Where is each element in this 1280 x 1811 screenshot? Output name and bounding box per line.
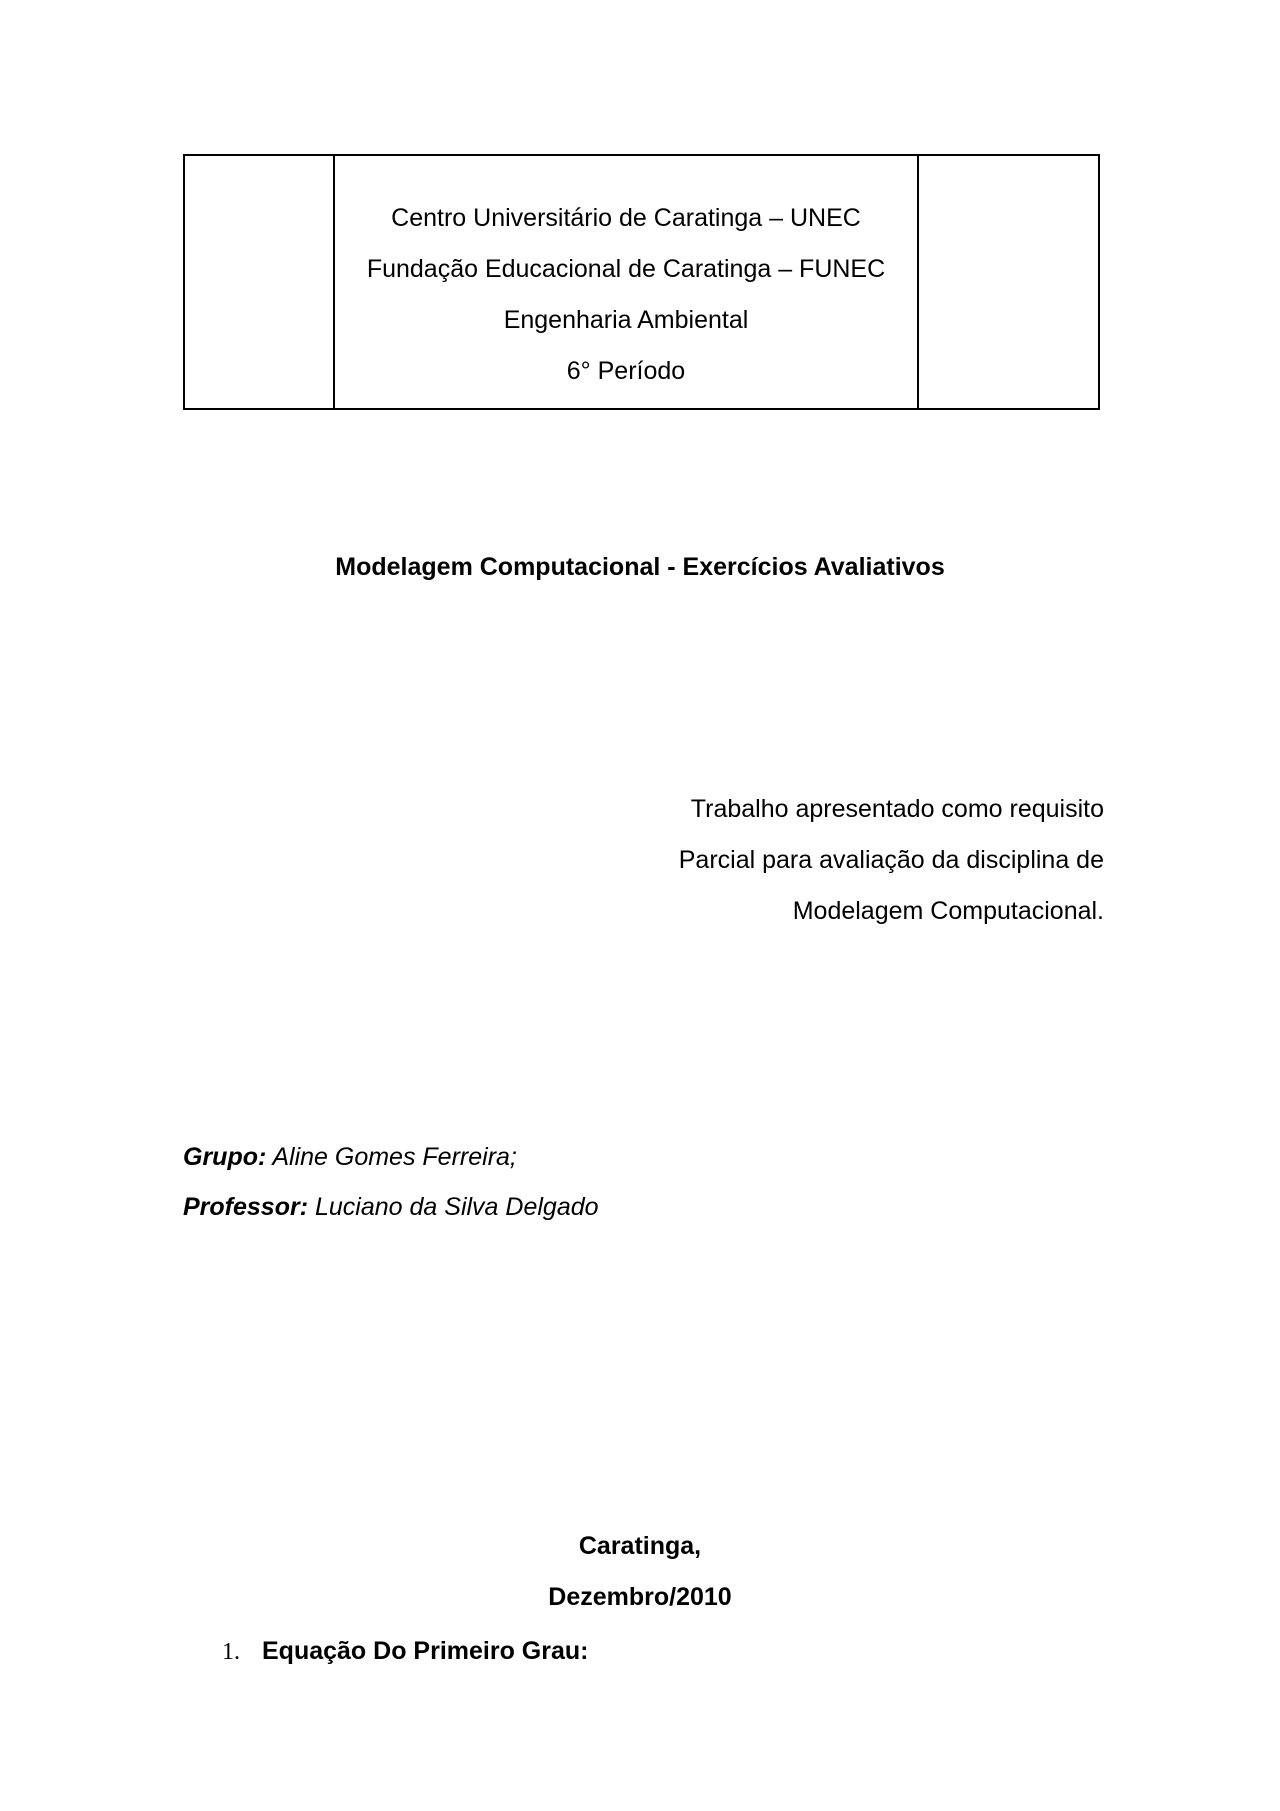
header-table bbox=[183, 154, 1100, 410]
requisite-line-3: Modelagem Computacional. bbox=[792, 897, 1104, 925]
requisite-line-2: Parcial para avaliação da disciplina de bbox=[678, 846, 1104, 874]
city: Caratinga, bbox=[578, 1532, 702, 1560]
group-line bbox=[183, 1143, 599, 1193]
header-center-cell bbox=[334, 155, 918, 409]
foundation-name: Fundação Educacional de Caratinga – FUNEC bbox=[366, 255, 886, 283]
requisite-block bbox=[679, 795, 1104, 948]
date: Dezembro/2010 bbox=[548, 1583, 732, 1611]
institution-block bbox=[335, 156, 917, 408]
section-title: Equação Do Primeiro Grau: bbox=[262, 1637, 589, 1665]
institution-name: Centro Universitário de Caratinga – UNEC bbox=[391, 204, 861, 232]
group-value: Aline Gomes Ferreira; bbox=[266, 1143, 517, 1171]
section-number: 1. bbox=[222, 1639, 240, 1665]
professor-label: Professor: bbox=[183, 1193, 309, 1221]
section-heading bbox=[222, 1637, 588, 1666]
professor-value: Luciano da Silva Delgado bbox=[308, 1193, 599, 1221]
header-left-cell bbox=[184, 155, 334, 409]
header-right-cell bbox=[918, 155, 1099, 409]
document-title: Modelagem Computacional - Exercícios Avaliativos bbox=[335, 553, 945, 581]
course-name: Engenharia Ambiental bbox=[503, 306, 749, 334]
group-label: Grupo: bbox=[183, 1143, 267, 1171]
requisite-line-1: Trabalho apresentado como requisito bbox=[690, 795, 1104, 823]
period: 6° Período bbox=[566, 357, 686, 385]
people-block bbox=[183, 1143, 599, 1243]
place-date-block bbox=[0, 1532, 1280, 1634]
professor-line bbox=[183, 1193, 599, 1243]
